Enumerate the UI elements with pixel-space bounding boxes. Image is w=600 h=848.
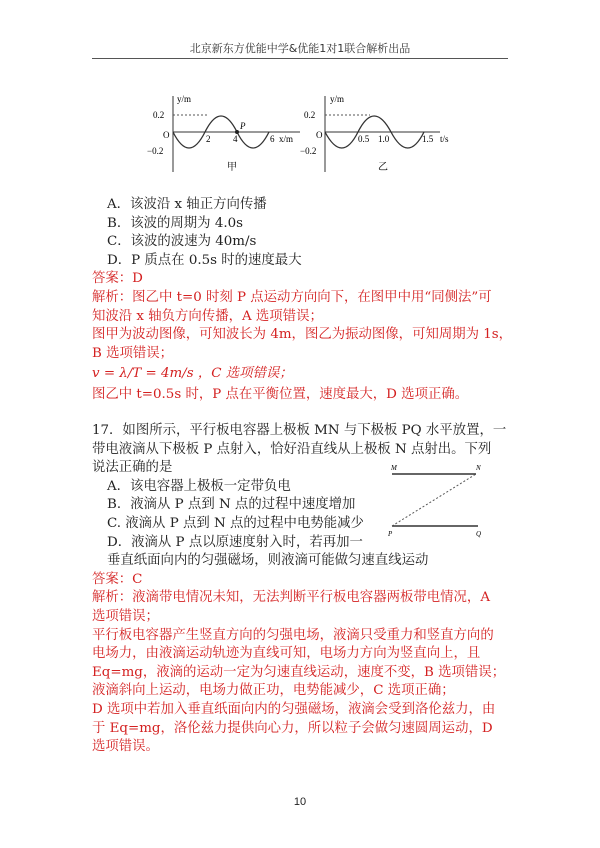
- svg-text:0.2: 0.2: [304, 110, 316, 120]
- option-b: B．液滴从 P 点到 N 点的过程中速度增加: [107, 497, 356, 513]
- page-header: 北京新东方优能中学&优能1对1联合解析出品: [189, 42, 411, 55]
- option-d: D．P 质点在 0.5s 时的速度最大: [107, 252, 302, 268]
- vibration-graph-yi: [300, 92, 475, 182]
- option-a: A．该波沿 x 轴正方向传播: [107, 197, 267, 212]
- svg-text:O: O: [163, 130, 170, 140]
- svg-text:M: M: [391, 464, 397, 472]
- svg-text:Q: Q: [476, 530, 482, 538]
- svg-text:−0.2: −0.2: [147, 146, 164, 156]
- svg-text:4: 4: [233, 134, 238, 144]
- option-b: B．该波的周期为 4.0s: [107, 215, 243, 231]
- svg-text:N: N: [476, 464, 481, 472]
- q17-answer: 答案：C: [92, 571, 143, 587]
- option-c: C. 液滴从 P 点到 N 点的过程中电势能减少: [107, 515, 364, 531]
- option-d: D．液滴从 P 点以原速度射入时，若再加一: [107, 534, 363, 550]
- svg-text:1.5: 1.5: [422, 134, 434, 144]
- svg-text:0.5: 0.5: [358, 134, 370, 144]
- svg-text:乙: 乙: [378, 162, 388, 173]
- option-c: C．该波的波速为 40m/s: [107, 234, 257, 250]
- capacitor-diagram: [388, 462, 488, 542]
- svg-text:甲: 甲: [227, 162, 237, 173]
- svg-text:6: 6: [270, 134, 275, 144]
- svg-text:x/m: x/m: [279, 134, 294, 144]
- q16-analysis: 解析：图乙中 t=0 时刻 P 点运动方向向下，在图甲中用“同侧法”可 知波沿 x 轴负方向传播，A 选项错误； 图甲为波动图像，可知波长为 4m，图乙为振动图像，可知周期为 1s， B 选项错误； v = λ/T = 4m/s ，C 选项错误； 图乙中 t=0.5s 时，P 点在平衡位置，速度最大，D 选项正确。: [92, 289, 513, 402]
- svg-text:O: O: [316, 130, 323, 140]
- svg-text:t/s: t/s: [440, 134, 449, 144]
- q16-options: [92, 196, 522, 405]
- page-number: 10: [293, 796, 307, 808]
- svg-text:y/m: y/m: [330, 94, 345, 104]
- svg-text:−0.2: −0.2: [300, 146, 317, 156]
- svg-text:2: 2: [206, 134, 211, 144]
- option-a: A．该电容器上极板一定带负电: [107, 478, 291, 494]
- wave-graph-jia: [145, 92, 320, 182]
- q16-answer: 答案：D: [92, 271, 143, 287]
- ylabel: y/m: [177, 94, 192, 104]
- svg-text:P: P: [388, 530, 393, 538]
- q17-analysis: 解析：液滴带电情况未知，无法判断平行板电容器两板带电情况，A 选项错误； 平行板电容器产生竖直方向的匀强电场，液滴只受重力和竖直方向的 电场力，由液滴运动轨迹为直线可知，电场力方向为竖直向上，且 Eq=mg，液滴的运动一定为匀速直线运动，速度不变，B 选项错误； 液滴斜向上运动，电场力做正功，电势能减少，C 选项正确； D 选项中若加入垂直纸面向内的匀强磁场，液滴会受到洛伦兹力，由 于 Eq=mg，洛伦兹力提供向心力，所以粒子会做匀速圆周运动，D 选项错误。: [92, 590, 506, 755]
- q17-stem: 17．如图所示，平行板电容器上极板 MN 与下极板 PQ 水平放置，一: [92, 423, 507, 438]
- svg-text:P: P: [240, 121, 246, 131]
- svg-text:1.0: 1.0: [378, 134, 390, 144]
- svg-text:0.2: 0.2: [153, 110, 165, 120]
- header-divider: [92, 58, 508, 59]
- q17: 17．如图所示，平行板电容器上极板 MN 与下极板 PQ 水平放置，一 带电液滴从下极板 P 点射入，恰好沿直线从上极板 N 点射出。下列 说法正确的是 A．该电容器上极板一定带负电 B．液滴从 P 点到 N 点的过程中速度增加 C. 液滴从 P 点到 N 点的过程中电势能减少 D．液滴从 P 点以原速度射入时，若再加一 垂直纸面向内的匀强磁场，则液滴可能做匀速直线运动 答案：C 解析：液滴带电情况未知，无法判断平行板电容器两板带电情况，A 选项错误； 平行板电容器产生竖直方向的匀强电场，液滴只受重力和竖直方向的 电场力，由液滴运动轨迹为直线可知，电场力方向为竖直向上，且 Eq=mg，液滴的运动一定为匀速直线运动，速度不变，B 选项错误； 液滴斜向上运动，电场力做正功，电势能减少，C 选项正确； D 选项中若加入垂直纸面向内的匀强磁场，液滴会受到洛伦兹力，由 于 Eq=mg，洛伦兹力提供向心力，所以粒子会做匀速圆周运动，D 选项错误。: [92, 422, 522, 757]
